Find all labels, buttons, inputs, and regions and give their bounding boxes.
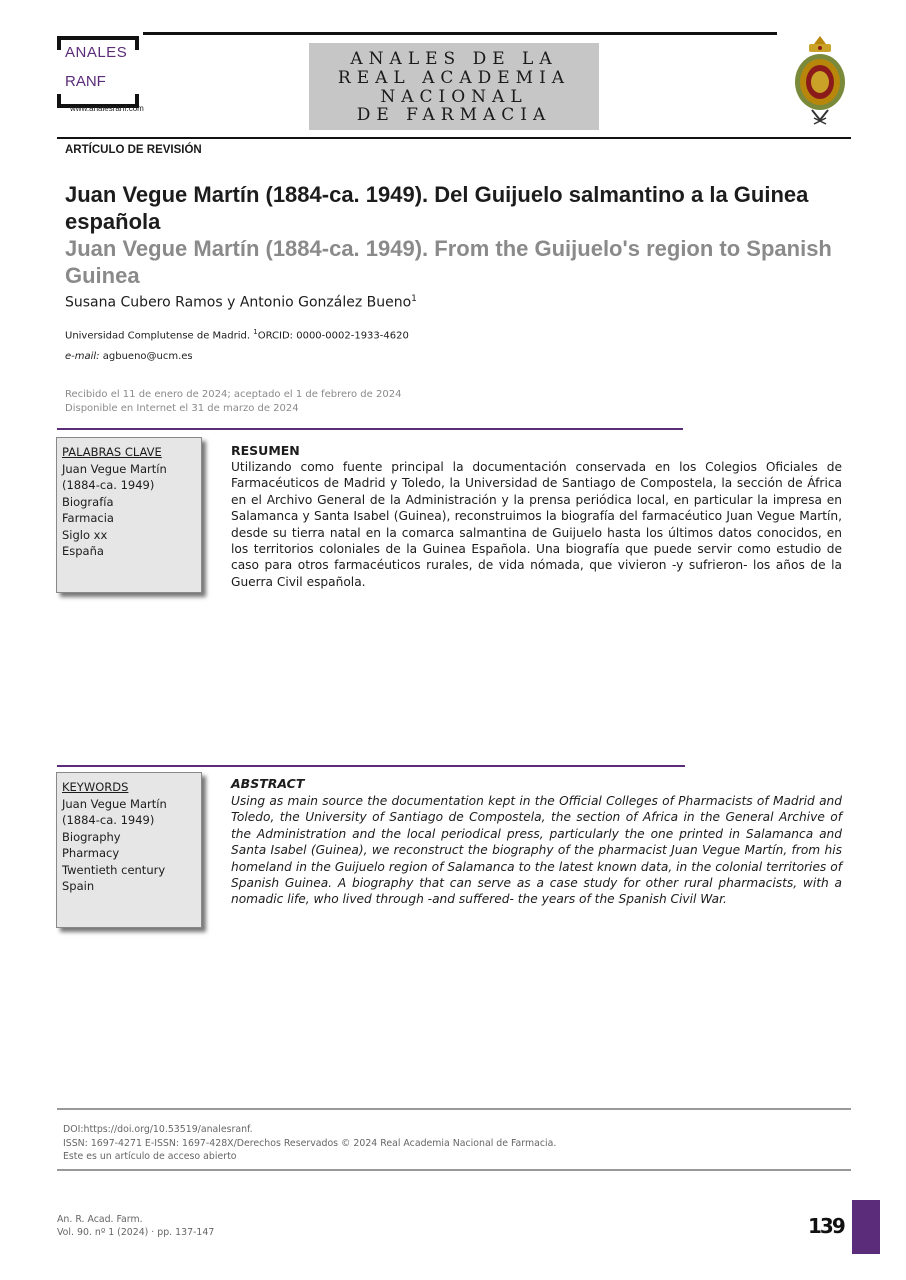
affiliation-orcid: ORCID: 0000-0002-1933-4620 [257, 330, 409, 342]
doi-link[interactable]: DOI:https://doi.org/10.53519/analesranf. [63, 1124, 253, 1135]
keyword-item: España [62, 544, 104, 558]
keywords-spanish-box [56, 437, 202, 593]
dates [65, 388, 401, 416]
abstract-title: ABSTRACT [231, 776, 305, 791]
logo-ranf-text: RANF [65, 73, 106, 90]
keywords-english-box [56, 772, 202, 928]
academy-crest-icon [792, 34, 848, 126]
keyword-item: (1884-ca. 1949) [62, 478, 155, 492]
journal-title-box [309, 43, 599, 130]
volume-info: Vol. 90. nº 1 (2024) · pp. 137-147 [57, 1227, 215, 1238]
email-line [65, 351, 193, 362]
authors [65, 294, 417, 311]
keyword-item: Spain [62, 879, 95, 893]
keyword-item: Juan Vegue Martín [62, 461, 167, 476]
journal-reference [57, 1213, 214, 1239]
footer-top-rule [57, 1108, 851, 1110]
resumen-divider [57, 428, 683, 430]
keyword-item: Biografía [62, 494, 114, 509]
affiliation [65, 328, 409, 341]
keyword-item: (1884-ca. 1949) [62, 813, 155, 827]
email-label: e-mail: [65, 351, 100, 362]
footer-bottom-rule [57, 1169, 851, 1171]
keyword-item: Twentieth century [62, 862, 166, 877]
journal-title-line-1: ANALES DE LA [350, 49, 558, 69]
email-address[interactable]: agbueno@ucm.es [102, 351, 193, 362]
journal-abbrev: An. R. Acad. Farm. [57, 1214, 143, 1225]
footer-info [63, 1123, 556, 1164]
authors-names: Susana Cubero Ramos y Antonio González Bueno [65, 294, 412, 311]
journal-title-line-2: REAL ACADEMIA [337, 68, 571, 88]
keyword-item: Juan Vegue Martín [62, 796, 167, 811]
abstract-text: Using as main source the documentation kept in the Official Colleges of Pharmacists of Madrid and Toledo, the University of Santiago de Compostela, the section of Africa in the General Archive of the Administration and the local periodical press, particularly the one printed in Salamanca and Santa Isabel (Guinea), we reconstruct the biography of the pharmacist Juan Vegue Martín, from his homeland in the Guijuelo region of Salamanca to the latest known data, in the colonial territories of Spanish Guinea. A biography that can serve as a case study for other rural pharmacists, with a nomadic life, who lived through -and suffered- the years of the Spanish Civil War. [231, 794, 842, 907]
affiliation-university: Universidad Complutense de Madrid. [65, 330, 254, 342]
header-bottom-rule [57, 137, 851, 139]
logo-anales-text: ANALES [65, 44, 128, 61]
keywords-english-title: KEYWORDS [62, 780, 129, 794]
keywords-spanish-title: PALABRAS CLAVE [62, 445, 162, 459]
affiliation-superscript: 1 [253, 328, 258, 336]
resumen-title: RESUMEN [231, 443, 300, 458]
header-top-rule [143, 32, 777, 35]
open-access-note: Este es un artículo de acceso abierto [63, 1151, 237, 1162]
title-english: Juan Vegue Martín (1884-ca. 1949). From the Guijuelo's region to Spanish Guinea [65, 236, 832, 288]
article-type: ARTÍCULO DE REVISIÓN [65, 144, 202, 156]
journal-title-line-3: NACIONAL [380, 87, 528, 107]
abstract-divider [57, 765, 685, 767]
logo-url[interactable]: www.analesranf.com [70, 104, 144, 113]
keyword-item: Biography [62, 829, 121, 844]
page-number: 139 [808, 1214, 844, 1238]
available-date: Disponible en Internet el 31 de marzo de 2024 [65, 403, 299, 414]
page-tab-marker [852, 1200, 880, 1254]
keyword-item: Siglo xx [62, 527, 108, 542]
resumen-text: Utilizando como fuente principal la documentación conservada en los Colegios Oficiales de Farmacéuticos de Madrid y Toledo, la Universidad de Santiago de Compostela, la sección de África en el Archivo General de la Administración y la prensa periódica local, en particular la impresa en Salamanca y Santa Isabel (Guinea), reconstruimos la biografía del farmacéutico Juan Vegue Martín, desde su tierra natal en la comarca salmantina de Guijuelo hasta los últimos datos conocidos, en los territorios coloniales de la Guinea Española. Una biografía que puede servir como estudio de caso para otros farmacéuticos rurales, de vida nómada, que vivieron -y sufrieron- los años de la Guerra Civil española. [231, 460, 842, 589]
title-spanish: Juan Vegue Martín (1884-ca. 1949). Del Guijuelo salmantino a la Guinea española [65, 182, 809, 234]
keyword-item: Pharmacy [62, 846, 120, 860]
issn-line: ISSN: 1697-4271 E-ISSN: 1697-428X/Derechos Reservados © 2024 Real Academia Nacional de Farmacia. [63, 1137, 557, 1149]
keyword-item: Farmacia [62, 511, 114, 525]
authors-superscript: 1 [411, 294, 417, 304]
received-date: Recibido el 11 de enero de 2024; aceptado el 1 de febrero de 2024 [65, 389, 402, 400]
journal-title-line-4: DE FARMACIA [356, 105, 552, 125]
